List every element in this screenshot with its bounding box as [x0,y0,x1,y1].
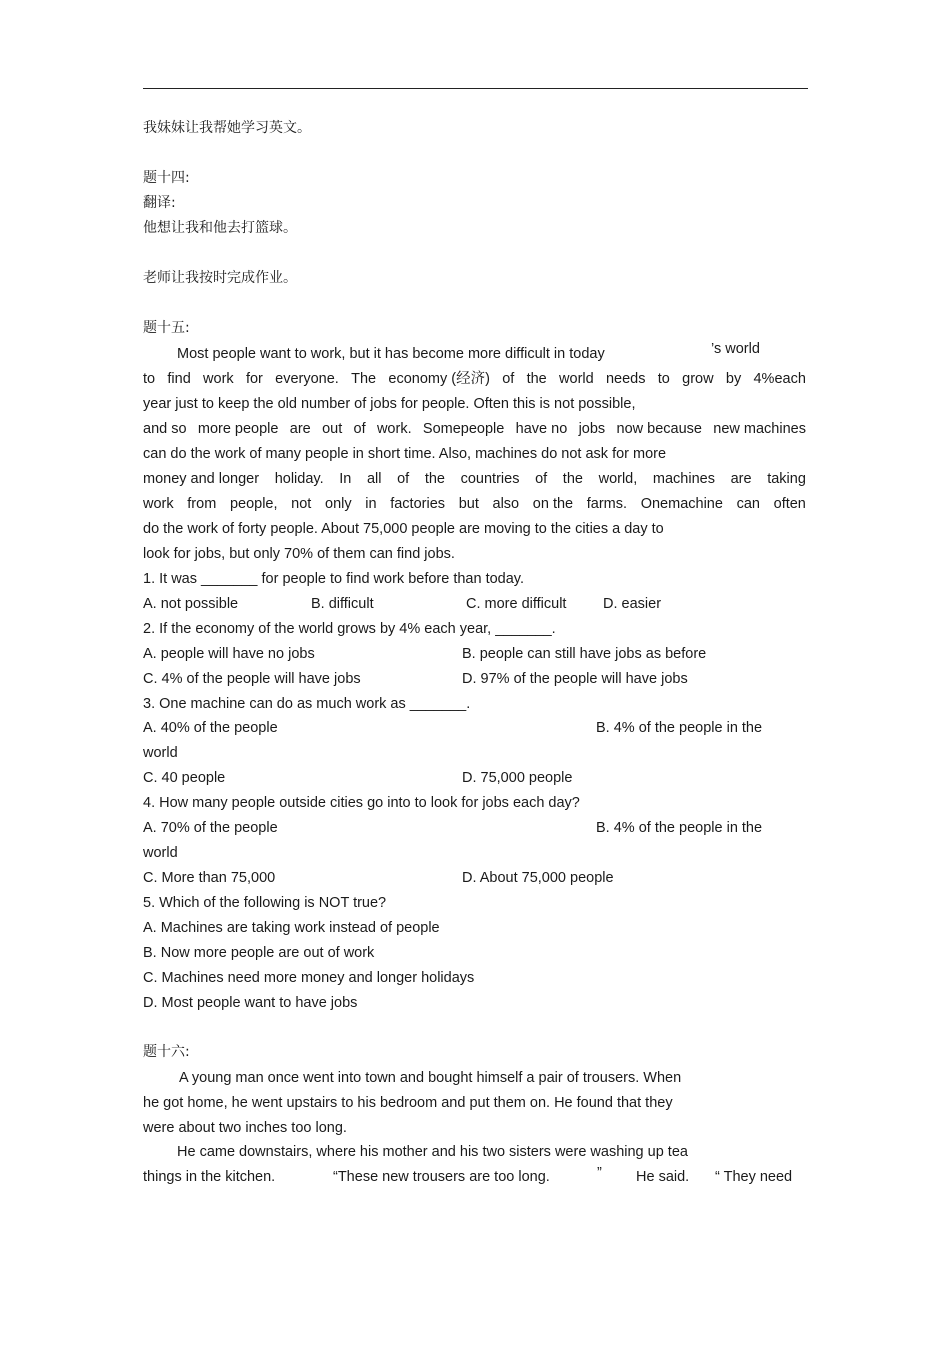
passage-word: from [187,496,217,512]
option-c: C. More than 75,000 [143,870,276,886]
option-d: D. 97% of the people will have jobs [462,671,688,687]
passage-word: people, [229,496,278,512]
passage-line-justified [143,495,806,513]
passage-line-justified [143,420,806,438]
passage-word: of [535,471,548,487]
question-5: 5. Which of the following is NOT true? [143,895,387,911]
passage-word: in [365,496,377,512]
option-a: A. people will have no jobs [143,646,315,662]
passage-word: holiday. [274,471,324,487]
passage-word: jobs [578,421,606,437]
passage-word: to [143,371,156,387]
passage-line: were about two inches too long. [143,1120,347,1136]
option-c: C. 40 people [143,770,226,786]
header-rule [143,88,808,89]
passage-fragment: He said. [636,1169,690,1185]
passage-word: of [397,471,410,487]
passage-word: only [325,496,352,512]
passage-word: by [725,371,742,387]
section-title-15: 题十五: [143,320,190,336]
option-d: D. easier [603,596,662,612]
translation-line: 我妹妹让我帮她学习英文。 [143,120,311,136]
passage-word: the [424,471,445,487]
option-b: B. people can still have jobs as before [462,646,707,662]
passage-word: factories [390,496,446,512]
passage-word: work [203,371,234,387]
option-b: B. 4% of the people in the [596,720,763,736]
option-b-continued: world [143,845,178,861]
translation-line: 老师让我按时完成作业。 [143,270,297,286]
passage-fragment: ’s world [711,341,760,357]
passage-word: everyone. [275,371,339,387]
passage-word: 4%each [753,371,806,387]
option-a: A. Machines are taking work instead of people [143,920,440,936]
passage-word: but [458,496,479,512]
question-4: 4. How many people outside cities go into to look for jobs each day? [143,795,580,811]
passage-line: he got home, he went upstairs to his bedroom and put them on. He found that they [143,1095,673,1111]
option-c: C. Machines need more money and longer holidays [143,970,475,986]
option-c: C. more difficult [466,596,567,612]
translation-label: 翻译: [143,195,176,211]
passage-word: Somepeople [422,421,505,437]
option-b: B. difficult [311,596,374,612]
passage-word: are [289,421,311,437]
passage-line-justified [143,470,806,488]
passage-word: farms. [586,496,628,512]
passage-word: can [736,496,760,512]
option-d: D. About 75,000 people [462,870,614,886]
passage-word: taking [767,471,806,487]
quote-fragment: “ They need [715,1169,793,1185]
passage-word: on the [532,496,574,512]
translation-line: 他想让我和他去打篮球。 [143,220,297,236]
passage-line: do the work of forty people. About 75,000 people are moving to the cities a day to [143,521,664,537]
passage-word: out [322,421,343,437]
passage-line: Most people want to work, but it has become more difficult in today [177,346,605,362]
option-a: A. 70% of the people [143,820,278,836]
option-b-continued: world [143,745,178,761]
passage-line: can do the work of many people in short time. Also, machines do not ask for more [143,446,667,462]
passage-word: needs [605,371,646,387]
passage-word: often [773,496,806,512]
passage-line-justified [143,370,806,388]
passage-word: grow [682,371,714,387]
passage-word: have no [515,421,568,437]
passage-word: now because [616,421,702,437]
question-2: 2. If the economy of the world grows by 4% each year, _______. [143,621,556,637]
passage-word: countries [460,471,520,487]
passage-word: of [502,371,515,387]
question-1: 1. It was _______ for people to find work before than today. [143,571,525,587]
section-title-14: 题十四: [143,170,190,186]
quote-fragment: “These new trousers are too long. [333,1169,550,1185]
section-title-16: 题十六: [143,1044,190,1060]
passage-word: economy (经济) [388,371,490,387]
quote-close: ” [597,1165,602,1181]
option-d: D. 75,000 people [462,770,573,786]
passage-word: to [657,371,670,387]
passage-word: find [167,371,191,387]
passage-fragment: things in the kitchen. [143,1169,276,1185]
passage-word: work. [376,421,412,437]
passage-word: for [245,371,263,387]
option-a: A. 40% of the people [143,720,278,736]
passage-word: are [730,471,752,487]
passage-word: money and longer [143,471,260,487]
passage-word: new machines [713,421,806,437]
passage-line: He came downstairs, where his mother and his two sisters were washing up tea [177,1144,688,1160]
passage-word: work [143,496,174,512]
passage-word: world, [598,471,638,487]
passage-word: world [559,371,594,387]
passage-word: all [366,471,382,487]
option-a: A. not possible [143,596,239,612]
option-d: D. Most people want to have jobs [143,995,358,1011]
passage-word: Onemachine [640,496,723,512]
option-c: C. 4% of the people will have jobs [143,671,361,687]
passage-word: and so [143,421,187,437]
passage-line: look for jobs, but only 70% of them can find jobs. [143,546,455,562]
passage-word: more people [197,421,279,437]
passage-word: not [291,496,312,512]
passage-word: In [339,471,352,487]
passage-word: the [526,371,547,387]
passage-line: A young man once went into town and bought himself a pair of trousers. When [179,1070,682,1086]
passage-line: year just to keep the old number of jobs for people. Often this is not possible, [143,396,636,412]
option-b: B. 4% of the people in the [596,820,763,836]
option-b: B. Now more people are out of work [143,945,375,961]
question-3: 3. One machine can do as much work as _______. [143,696,471,712]
passage-word: The [351,371,377,387]
passage-word: of [353,421,366,437]
passage-word: also [492,496,520,512]
passage-word: the [562,471,583,487]
passage-word: machines [652,471,715,487]
